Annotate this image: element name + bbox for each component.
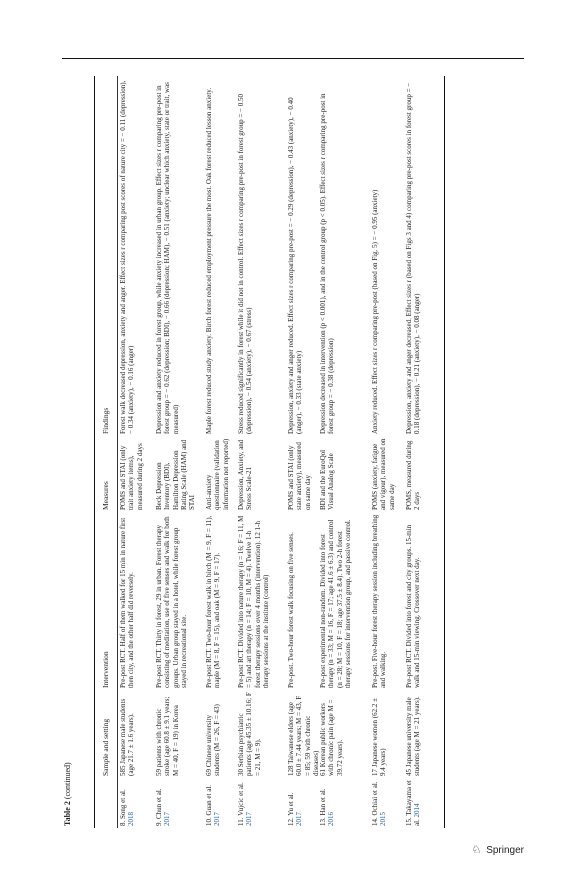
- findings-cell: Depression, anxiety and anger decreased. Effect sizes r (based on Figs 3 and 4) comparing pre-post scores in forest group = − 0.18 (depression), − 0.21 (anxiety), − 0.08 (anger): [404, 82, 422, 434]
- table-row: [286, 76, 318, 828]
- study-id: 15. Takayama et al.: [404, 780, 422, 826]
- study-id: 11. Vujcic et al.: [236, 782, 245, 826]
- intervention-cell: Pre-post RCT. Divided into forest and city groups. 15-min walk and 15-min viewing. Crossover next day.: [404, 524, 422, 688]
- table-body: [118, 76, 444, 828]
- study-id-cell: [370, 778, 404, 828]
- study-id-cell: [236, 778, 286, 828]
- publisher-footer: [472, 843, 524, 856]
- sample-cell: 45 Japanese university male students (age M = 21 years).: [404, 696, 422, 776]
- measures-cell: POMS, measured during 2 days: [404, 440, 422, 510]
- table-row: [370, 76, 404, 828]
- findings-cell: Forest walk decreased depression, anxiety and anger. Effect sizes r comparing post scores of nature city = − 0.11 (depression), − 0.34 (anxiety), − 0.16 (anger): [118, 80, 136, 434]
- findings-cell: Depression decreased in intervention (p < 0.001), and in the control group (p < 0.05). Effect sizes r comparing pre-post in forest group = − 0.38 (depression): [318, 93, 336, 434]
- publisher-name: Springer: [486, 845, 524, 856]
- measures-cell: POMS and STAI (only trait anxiety items), measured during 2 days: [118, 443, 144, 510]
- study-id: 9. Chun et al.: [154, 788, 163, 826]
- sample-cell: 69 Chinese university students (M = 26, F = 43): [204, 704, 222, 776]
- header-cell: [105, 778, 107, 828]
- intervention-cell: Pre-post. Five-hour forest therapy session including breathing and walking.: [370, 514, 388, 688]
- study-id: 8. Song et al.: [118, 789, 127, 826]
- header-cell: Findings: [100, 407, 110, 434]
- intervention-cell: Pre-post RCT. Thirty in forest, 29 in urban. Forest therapy consisting of meditation, use of five senses and walk for both groups. Urban group stayed in a hotel, while forest group stayed in recreational site.: [154, 516, 188, 688]
- study-id-cell: [318, 778, 370, 828]
- findings-cell: Stress reduced significantly in forest while it did not in control. Effect sizes r comparing pre-post in forest group = − 0.50 (depression), − 0.54 (anxiety), − 0.67 (stress): [236, 94, 254, 434]
- table-bottom-rule: [444, 76, 445, 828]
- citation-year-link[interactable]: 2015: [379, 812, 388, 826]
- sample-cell: 30 Serbian psychiatric patients (age 45.35 ± 10.16; F = 21, M = 9).: [236, 692, 262, 776]
- citation-year-link[interactable]: 2016: [327, 812, 336, 826]
- study-id-cell: [154, 778, 204, 828]
- citation-year-link[interactable]: 2017: [245, 812, 254, 826]
- citation-year-link[interactable]: 2017: [163, 812, 172, 826]
- springer-horse-icon: ♘: [471, 844, 482, 856]
- findings-cell: Depression and anxiety reduced in forest group, while anxiety increased in urban group. Effect sizes r comparing pre-post in forest group = − 0.62 (depression; BDI), − 0.66 (depression; HAM), − 0.51 (anxiety; unclear which anxiety, state or trait, was measured): [154, 82, 180, 434]
- study-id: 14. Ochiai et al.: [370, 781, 379, 826]
- measures-cell: Anti-anxiety questionnaire (validation information not reported): [204, 438, 230, 510]
- measures-cell: POMS and STAI (only state anxiety), measured on same day: [286, 442, 312, 510]
- citation-year-link[interactable]: 2018: [127, 812, 136, 826]
- header-cell: Intervention: [100, 651, 110, 688]
- table-row: [404, 76, 444, 828]
- header-cell: Sample and setting: [100, 718, 110, 776]
- study-id-cell: [118, 778, 154, 828]
- sample-cell: 61 Korean public workers with chronic pain (age M = 39.72 years).: [318, 699, 344, 776]
- intervention-cell: Pre-post experimental non-random. Divided into forest therapy (n = 33; M = 16, F = 17; age 41.6 ± 6.3) and control (n = 28; M = 10, F = 18; age 37.5 ± 8.4). Two 2-h forest therapy sessions for intervention group, and passive control.: [318, 519, 352, 688]
- measures-cell: Beck Depression Inventory (BDI), Hamilton Depression Rating Scale (HAM) and STAI: [154, 439, 197, 510]
- sample-cell: 128 Taiwanese elders (age 60.0 ± 7.44 years; M = 43, F = 85; 59 with chronic diseases): [286, 695, 320, 776]
- findings-cell: Depression, anxiety and anger reduced. Effect sizes r comparing pre-post = − 0.29 (depression), − 0.43 (anxiety), − 0.40 (anger), − 0.33 (state anxiety): [286, 97, 304, 434]
- rotated-table-region: [62, 72, 502, 832]
- citation-year-link[interactable]: 2017: [295, 812, 304, 826]
- citation-year-link[interactable]: 2017: [213, 812, 222, 826]
- study-id-cell: [404, 778, 444, 828]
- study-id: 13. Han et al.: [318, 788, 327, 826]
- intervention-cell: Pre-post RCT. Two-hour forest walk in birch (M = 9, F = 11), maple (M = 8, F = 15), and oak (M = 9, F = 17).: [204, 515, 222, 688]
- sample-cell: 17 Japanese women (62.2 ± 9.4 years): [370, 698, 388, 776]
- intervention-cell: Pre-post RCT. Divided into nature therapy (n = 16; F = 11, M = 5) and art therapy (n = 14; F = 10, M = 4). Twelve 1-h forest therapy sessions over 4 months (intervention). 12 1-h therapy sessions at the institute (control): [236, 515, 270, 688]
- intervention-cell: Pre-post RCT. Half of them walked for 15 min in nature first then city, and the other half did reversely.: [118, 517, 136, 688]
- page-top-rule: [62, 58, 524, 59]
- results-table: [94, 76, 445, 828]
- table-caption: [64, 762, 72, 826]
- table-header-row: [95, 76, 117, 828]
- table-row: [154, 76, 204, 828]
- table-row: [204, 76, 236, 828]
- study-id-cell: [286, 778, 318, 828]
- table-row: [318, 76, 370, 828]
- measures-cell: Depression, Anxiety, and Stress Scale-21: [236, 439, 254, 510]
- study-id: 12. Yu et al.: [286, 792, 295, 826]
- sample-cell: 585 Japanese male students (age 21.7 ± 1.6 years).: [118, 698, 136, 776]
- study-id: 10. Guan et al.: [204, 784, 213, 826]
- measures-cell: POMS (anxiety, fatigue and vigour), measured on same day: [370, 438, 396, 510]
- sample-cell: 59 patients with chronic stroke (age 60.8 ± 9.1 years; M = 40, F = 19) in Korea: [154, 696, 180, 776]
- header-cell: Measures: [100, 481, 110, 510]
- findings-cell: Anxiety reduced. Effect sizes r comparing pre-post (based on Fig. 5) = − 0.95 (anxiety): [370, 189, 379, 434]
- table-caption-label: Table 2: [63, 801, 72, 826]
- citation-year-link[interactable]: 2014: [413, 803, 422, 818]
- intervention-cell: Pre-post. Two-hour forest walk focusing on five senses.: [286, 532, 295, 688]
- table-row: [118, 76, 154, 828]
- table-row: [236, 76, 286, 828]
- measures-cell: BDI and the EuroQol Visual Analog Scale: [318, 449, 336, 510]
- table-caption-text: (continued): [63, 762, 72, 800]
- findings-cell: Maple forest reduced study anxiety. Birch forest reduced employment pressure the most. Oak forest reduced lesson anxiety.: [204, 87, 213, 434]
- study-id-cell: [204, 778, 236, 828]
